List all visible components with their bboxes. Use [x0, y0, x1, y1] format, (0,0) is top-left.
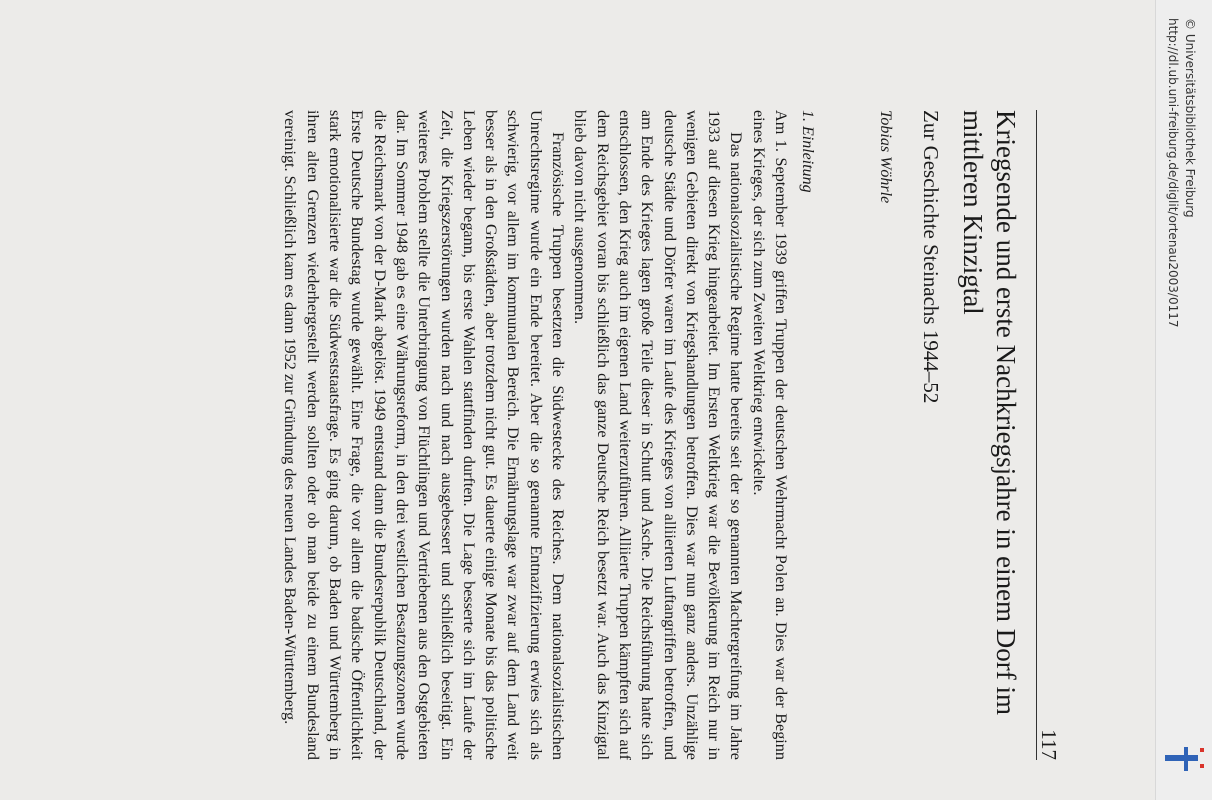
- logo-bar-left: [1165, 755, 1184, 761]
- article-title: Kriegsende und erste Nachkriegsjahre in einem Dorf im mittleren Kinzigtal: [958, 110, 1021, 716]
- section-heading: 1. Einleitung: [799, 110, 816, 193]
- logo-accent: [1200, 748, 1204, 752]
- ub-freiburg-logo-icon: [1165, 744, 1205, 774]
- body-text: [279, 110, 792, 760]
- source-url-link[interactable]: http://dl.ub.uni-freiburg.de/diglit/ortenau2003/0117: [1166, 18, 1180, 328]
- header-rule: [1036, 110, 1037, 760]
- paragraph: Französische Truppen besetzten die Südwestecke des Reiches. Dem nationalsozialistischen Unrechtsregime wurde ein Ende bereitet. Aber die so genannte Entnazifizierung erwies sich als schwierig, vor allem im kommunalen Bereich. Die Ernährungslage war zwar auf dem Land weit besser als in den Großstädten, aber trotzdem nicht gut. Es dauerte einige Monate bis das politische Leben wieder begann, bis erste Wahlen stattfinden durften. Die Lage besserte sich im Laufe der Zeit, die Kriegszerstörungen wurden nach und nach ausgebessert und schließlich beseitigt. Ein weiteres Problem stellte die Unterbringung von Flüchtlingen und Vertriebenen aus den Ostgebieten dar. Im Sommer 1948 gab es eine Währungsreform, in den drei westlichen Besatzungszonen wurde die Reichsmark von der D-Mark abgelöst. 1949 entstand dann die Bundesrepublik Deutschland, der Erste Deutsche Bundestag wurde gewählt. Eine Frage, die vor allem die badische Öffentlichkeit stark emotionalisierte war die Südweststaatsfrage. Es ging darum, ob Baden und Württemberg in ihren alten Grenzen wiederhergestellt werden sollten oder ob man beide zu einem Bundesland vereinigt. Schließlich kam es dann 1952 zur Gründung des neuen Landes Baden-Württemberg.: [281, 110, 568, 760]
- article-subtitle: Zur Geschichte Steinachs 1944–52: [919, 110, 943, 404]
- logo-bar-right: [1188, 755, 1198, 761]
- logo-accent: [1200, 764, 1204, 768]
- article-author: Tobias Wöhrle: [877, 110, 894, 204]
- page-number: 117: [1037, 729, 1061, 760]
- paragraph: Das nationalsozialistische Regime hatte bereits seit der so genannten Machtergreifung im Jahre 1933 auf diesen Krieg hingearbeitet. Im Ersten Weltkrieg war die Bevölkerung im Reich nur in wenigen Gebieten direkt von Kriegshandlungen betroffen. Dies war nun ganz anders. Unzählige deutsche Städte und Dörfer waren im Laufe des Krieges von alliierten Luftangriffen betroffen, und am Ende des Krieges lagen große Teile dieser in Schutt und Asche. Die Reichsführung hatte sich entschlossen, den Krieg auch im eigenen Land weiterzuführen. Alliierte Truppen kämpften sich auf dem Reichsgebiet voran bis schließlich das ganze Deutsche Reich besetzt war. Auch das Kinzigtal blieb davon nicht ausgenommen.: [571, 110, 746, 760]
- paragraph: Am 1. September 1939 griffen Truppen der deutschen Wehrmacht Polen an. Dies war der Beginn eines Krieges, der sich zum Zweiten Weltkrieg entwickelte.: [749, 110, 790, 760]
- logo-bar-center: [1184, 747, 1188, 771]
- page-content: [80, 110, 1060, 760]
- copyright-notice: © Universitätsbibliothek Freiburg: [1183, 18, 1197, 218]
